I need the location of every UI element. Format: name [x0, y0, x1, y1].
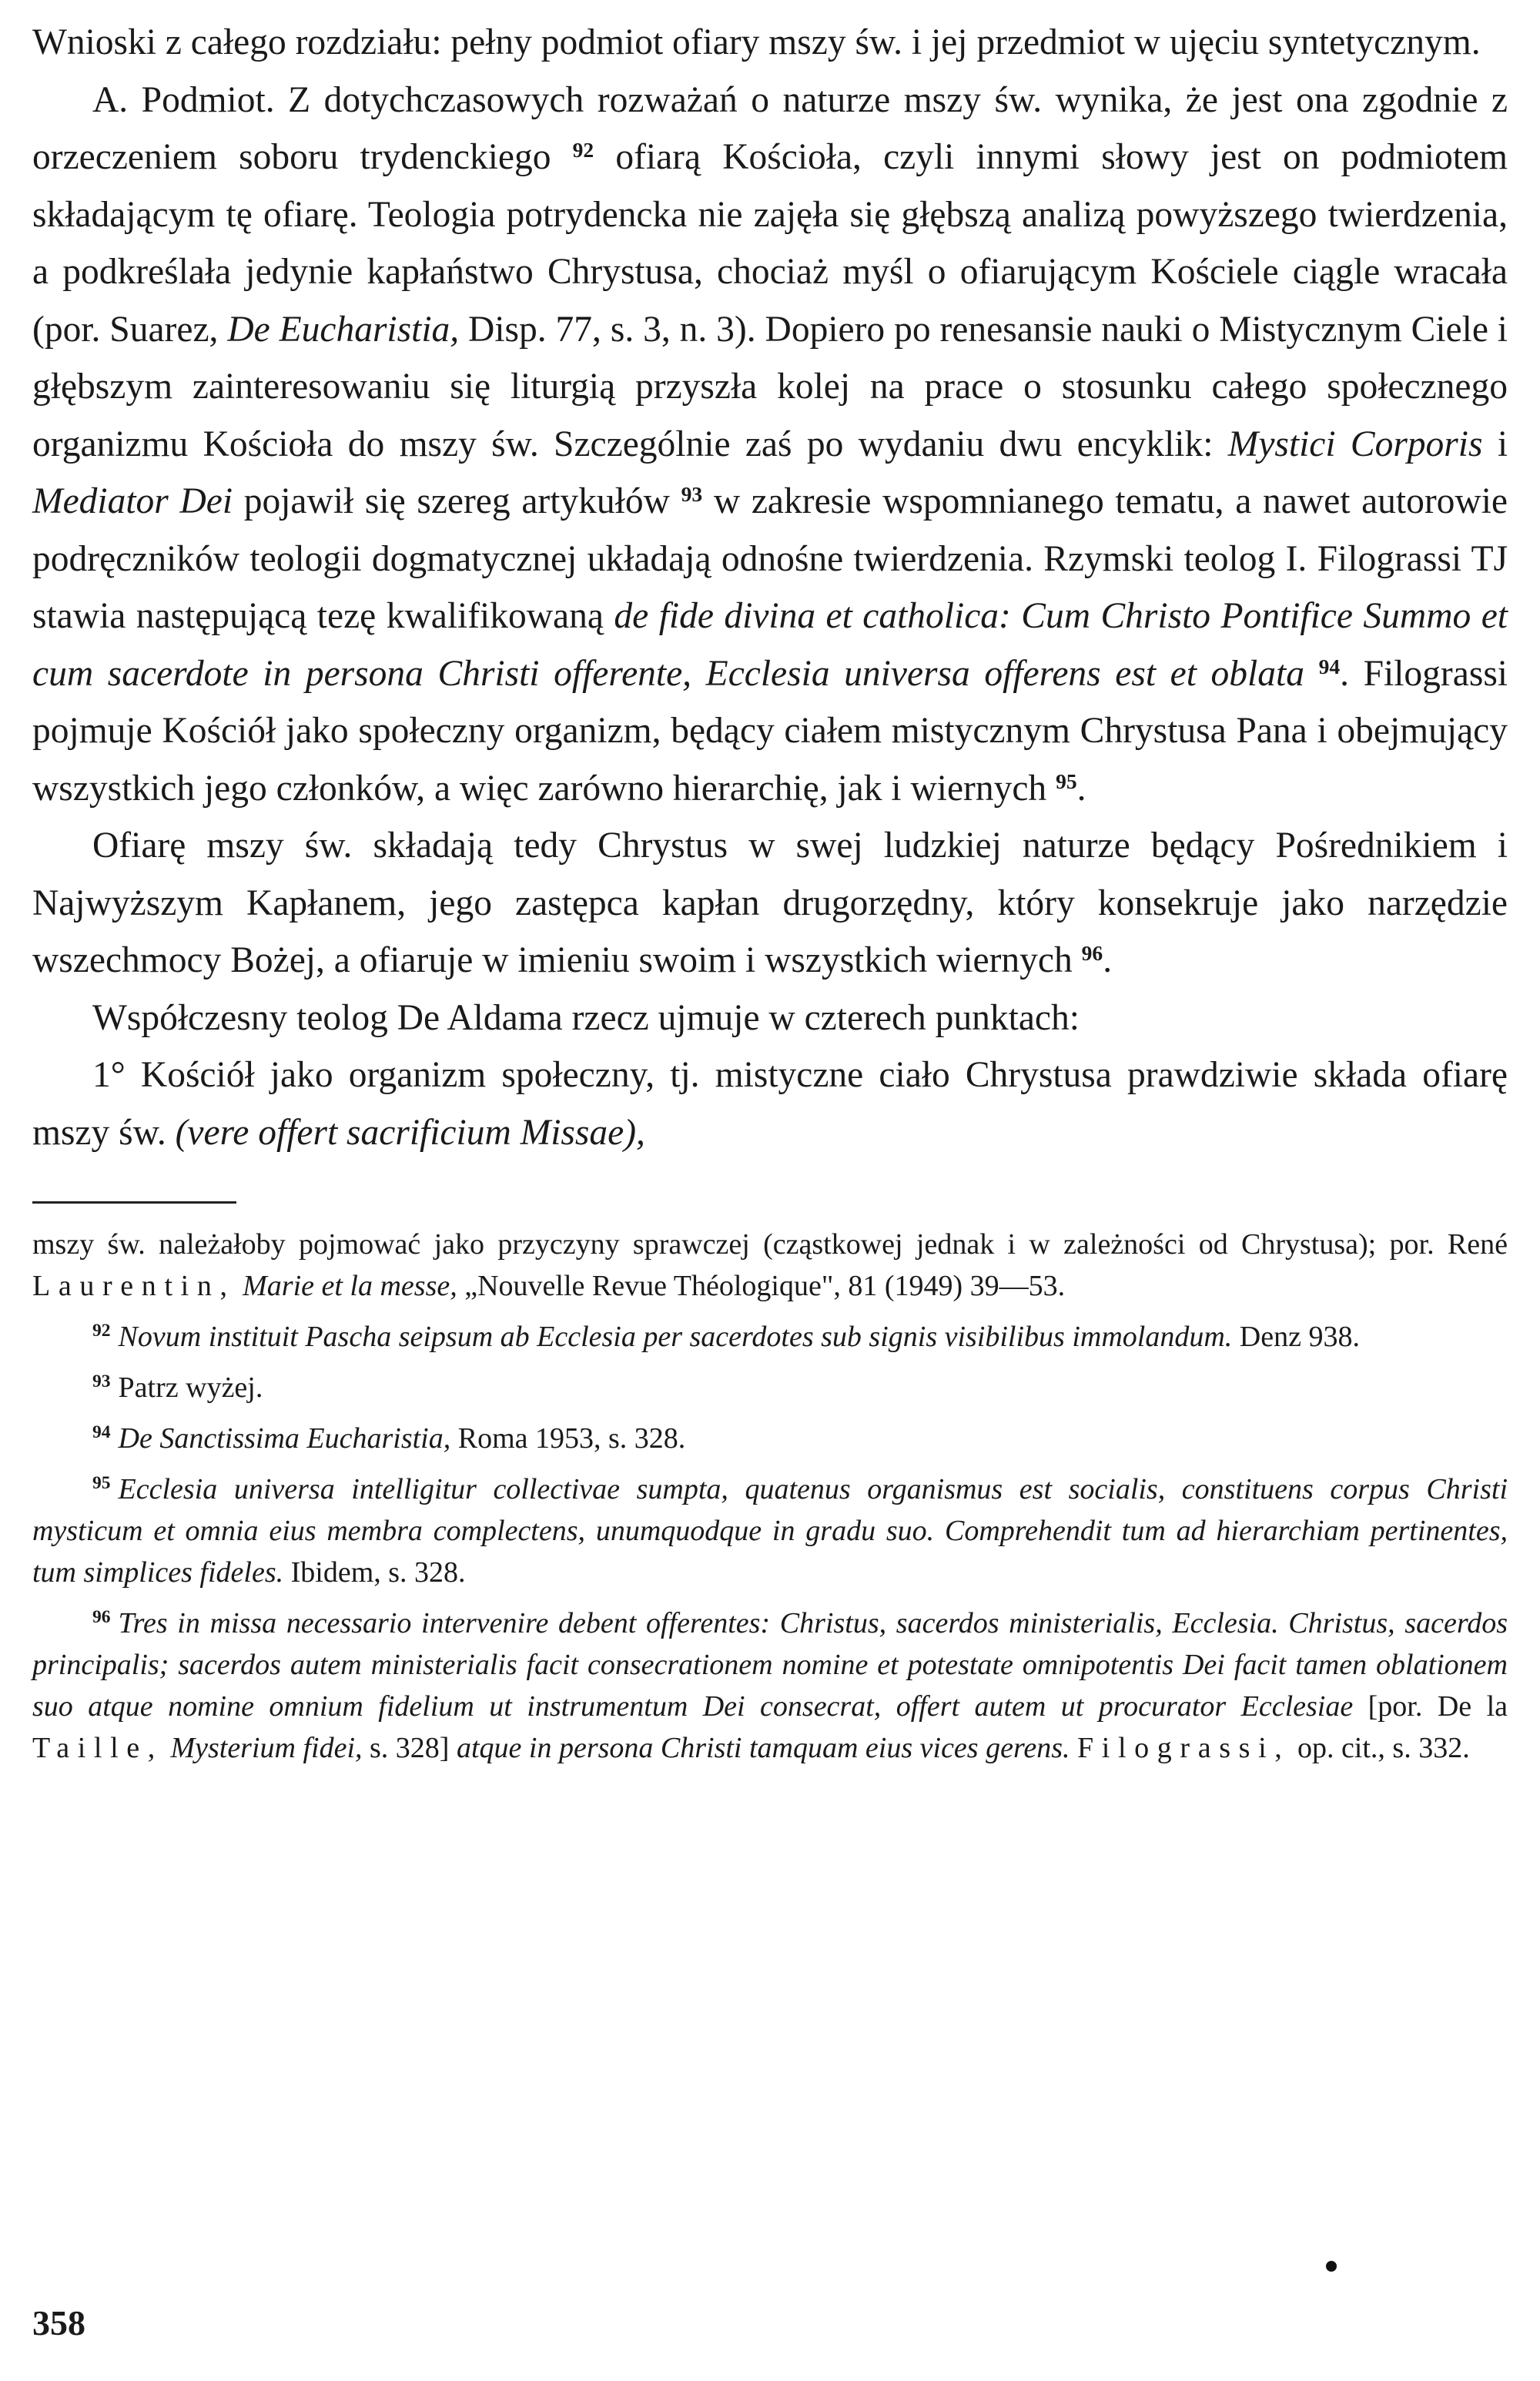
ink-speck — [1326, 2261, 1337, 2272]
footnote-95: $^{95}$ Ecclesia universa intelligitur collectivae sumpta, quatenus organismus est socialis, constituens corpus Christi mysticum et omnia eius membra complectens, unumquodque in gradu suo. Comprehendit tum ad hierarchiam pertinentes, tum simplices fideles. Ibidem, s. 328. — [32, 1473, 1508, 1589]
paragraph-subject: A. Podmiot. Z dotychczasowych rozważań o naturze mszy św. wynika, że jest ona zgodnie z orzeczeniem soboru trydenckiego $^{92}$ ofiarą Kościoła, czyli innymi słowy jest on podmiotem składającym tę ofiarę. Teologia potrydencka nie zajęła się głębszą analizą powyższego twierdzenia, a podkreślała jedynie kapłaństwo Chrystusa, chociaż myśl o ofiarującym Kościele ciągle wracała (por. Suarez, De Eucharistia, Disp. 77, s. 3, n. 3). Dopiero po renesansie nauki o Mistycznym Ciele i głębszym zainteresowaniu się liturgią przyszła kolej na prace o stosunku całego społecznego organizmu Kościoła do mszy św. Szczególnie zaś po wydaniu dwu encyklik: Mystici Corporis i Mediator Dei pojawił się szereg artykułów $^{93}$ w zakresie wspomnianego tematu, a nawet autorowie podręczników teologii dogmatycznej układają odnośne twierdzenia. Rzymski teolog I. Filograssi TJ stawia następującą tezę kwalifikowaną de fide divina et catholica: Cum Christo Pontifice Summo et cum sacerdote in persona Christi offerente, Ecclesia universa offerens est et oblata $^{94}$. Filograssi pojmuje Kościół jako społeczny organizm, będący ciałem mistycznym Chrystusa Pana i obejmujący wszystkich jego członków, a więc zarówno hierarchię, jak i wiernych $^{95}$. — [32, 79, 1508, 809]
footnote-ref-94[interactable]: 94 — [1318, 654, 1341, 678]
footnote-94: $^{94}$ De Sanctissima Eucharistia, Roma 1953, s. 328. — [92, 1422, 686, 1455]
main-text — [32, 14, 1508, 1161]
paragraph-conclusions: Wnioski z całego rozdziału: pełny podmiot ofiary mszy św. i jej przedmiot w ujęciu syntetycznym. — [32, 22, 1481, 62]
paragraph-point-1: 1° Kościół jako organizm społeczny, tj. mistyczne ciało Chrystusa prawdziwie składa ofiarę mszy św. (vere offert sacrificium Missae), — [32, 1055, 1508, 1153]
footnote-92: $^{92}$ Novum instituit Pascha seipsum ab Ecclesia per sacerdotes sub signis visibilibus immolandum. Denz 938. — [92, 1321, 1360, 1353]
footnote-93: $^{93}$ Patrz wyżej. — [92, 1371, 263, 1404]
footnote-separator — [32, 1201, 236, 1204]
footnote-ref-96[interactable]: 96 — [1081, 940, 1103, 965]
footnote-ref-93[interactable]: 93 — [681, 481, 703, 506]
book-page — [32, 14, 1508, 1778]
footnote-ref-95[interactable]: 95 — [1056, 769, 1077, 793]
paragraph-offerers: Ofiarę mszy św. składają tedy Chrystus w swej ludzkiej naturze będący Pośrednikiem i Najwyższym Kapłanem, jego zastępca kapłan drugorzędny, który konsekruje jako narzędzie wszechmocy Bożej, a ofiaruje w imieniu swoim i wszystkich wiernych $^{96}$. — [32, 825, 1508, 980]
footnotes — [32, 1224, 1508, 1769]
paragraph-de-aldama: Współczesny teolog De Aldama rzecz ujmuje w czterech punktach: — [92, 997, 1080, 1038]
footnote-96: $^{96}$ Tres in missa necessario intervenire debent offerentes: Christus, sacerdos ministerialis, Ecclesia. Christus, sacerdos principalis; sacerdos autem ministerialis facit consecrationem nomine et potestate omnipotentis Dei facit tamen oblationem suo atque nomine omnium fidelium ut instrumentum Dei consecrat, offert autem ut procurator Ecclesiae [por. De la Taille, Mysterium fidei, s. 328] atque in persona Christi tamquam eius vices gerens. Filograssi, op. cit., s. 332. — [32, 1607, 1508, 1764]
footnote-ref-92[interactable]: 92 — [572, 137, 594, 162]
page-number: 358 — [32, 2303, 85, 2342]
footnote-continuation: mszy św. należałoby pojmować jako przyczyny sprawczej (cząstkowej jednak i w zależności od Chrystusa); por. René Laurentin, Marie et la messe, „Nouvelle Revue Théologique", 81 (1949) 39—53. — [32, 1228, 1508, 1302]
